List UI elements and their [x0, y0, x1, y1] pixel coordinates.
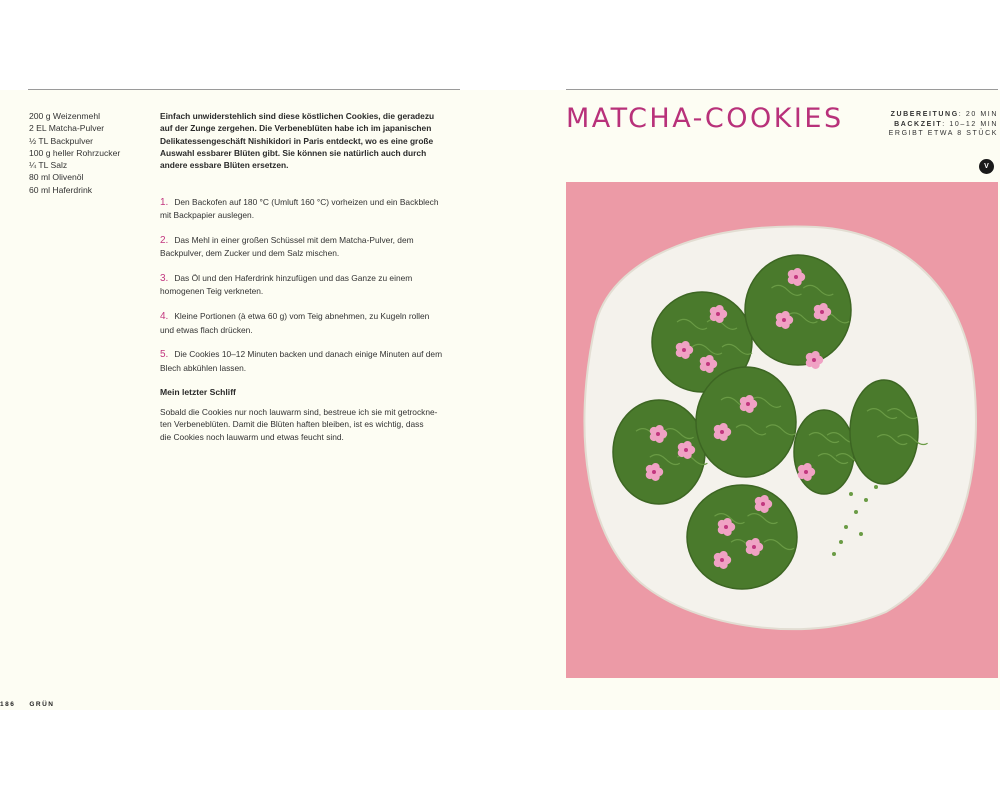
recipe-meta: [889, 110, 998, 139]
matcha-cookies-photo: [566, 182, 998, 678]
recipe-title: MATCHA-COOKIES: [566, 103, 844, 134]
yield-text: ERGIBT ETWA 8 STÜCK: [888, 130, 998, 137]
crumb: [849, 492, 853, 496]
ingredient-item: 2 EL Matcha-Pulver: [29, 123, 105, 134]
top-rule-right: [566, 89, 998, 90]
step-number: 4.: [160, 311, 169, 323]
ingredient-item: 80 ml Olivenöl: [29, 172, 84, 183]
step-number: 3.: [160, 273, 169, 285]
finish-line: Sobald die Cookies nur noch lauwarm sind, bestreue ich sie mit getrockne-: [160, 407, 438, 417]
bake-value: : 10–12 MIN: [942, 120, 998, 128]
ingredient-list: [29, 110, 149, 196]
finish-heading: Mein letzter Schliff: [160, 387, 236, 397]
crumb: [864, 498, 868, 502]
step-text: Den Backofen auf 180 °C (Umluft 160 °C) vorheizen und ein Backblech: [174, 197, 439, 207]
intro-line: andere essbare Blüten ersetzen.: [160, 160, 289, 171]
recipe-intro: [160, 110, 460, 171]
intro-line: Einfach unwiderstehlich sind diese köstlichen Cookies, die geradezu: [160, 111, 435, 121]
cookie: [794, 410, 854, 494]
step-number: 5.: [160, 349, 169, 361]
recipe-step: [160, 234, 462, 260]
step-text: Kleine Portionen (à etwa 60 g) vom Teig abnehmen, zu Kugeln rollen: [174, 311, 430, 322]
ingredient-item: 200 g Weizenmehl: [29, 111, 101, 121]
cookie: [850, 380, 918, 484]
step-text: Das Mehl in einer großen Schüssel mit dem Matcha-Pulver, dem: [174, 235, 414, 246]
step-text: Blech abkühlen lassen.: [160, 362, 247, 373]
intro-line: auf der Zunge zergehen. Die Verbeneblüten habe ich im japanischen: [160, 123, 432, 134]
page-footer: [0, 701, 69, 708]
step-text: homogenen Teig verkneten.: [160, 286, 264, 297]
bake-label: BACKZEIT: [894, 120, 943, 128]
step-text: Das Öl und den Haferdrink hinzufügen und das Ganze zu einem: [174, 273, 413, 284]
intro-line: Delikatessengeschäft Nishikidori in Paris entdeckt, wo es eine große: [160, 135, 434, 146]
step-text: Backpulver, dem Zucker und dem Salz mischen.: [160, 248, 340, 259]
finish-line: ten Verbeneblüten. Damit die Blüten haften bleiben, ist es wichtig, dass: [160, 419, 424, 430]
prep-value: : 20 MIN: [958, 111, 998, 118]
crumb: [844, 525, 848, 529]
crumb: [854, 510, 858, 514]
recipe-step: [160, 272, 462, 298]
section-name: GRÜN: [29, 701, 55, 708]
recipe-steps: [160, 196, 462, 386]
crumb: [874, 485, 878, 489]
finish-text: [160, 406, 460, 443]
step-number: 2.: [160, 235, 169, 247]
step-number: 1.: [160, 197, 169, 208]
finish-line: die Cookies noch lauwarm und etwas feucht sind.: [160, 431, 344, 442]
top-rule-left: [28, 89, 460, 90]
recipe-step: [160, 348, 462, 374]
page-number: 186: [0, 701, 16, 708]
prep-label: ZUBEREITUNG: [890, 111, 959, 118]
crumb: [832, 552, 836, 556]
cookie: [687, 485, 797, 589]
ingredient-item: ¼ TL Salz: [29, 160, 68, 171]
crumb: [859, 532, 863, 536]
ingredient-item: 60 ml Haferdrink: [29, 184, 93, 195]
step-text: mit Backpapier auslegen.: [160, 210, 255, 221]
cookie: [696, 367, 796, 477]
recipe-step: [160, 310, 462, 336]
intro-line: Auswahl essbarer Blüten gibt. Sie können sie natürlich auch durch: [160, 147, 427, 158]
step-text: Die Cookies 10–12 Minuten backen und danach einige Minuten auf dem: [174, 349, 443, 360]
ingredient-item: ½ TL Backpulver: [29, 135, 94, 146]
step-text: und etwas flach drücken.: [160, 324, 253, 335]
crumb: [839, 540, 843, 544]
vegan-badge-icon: V: [979, 159, 994, 174]
recipe-step: [160, 196, 462, 222]
ingredient-item: 100 g heller Rohrzucker: [29, 147, 121, 158]
